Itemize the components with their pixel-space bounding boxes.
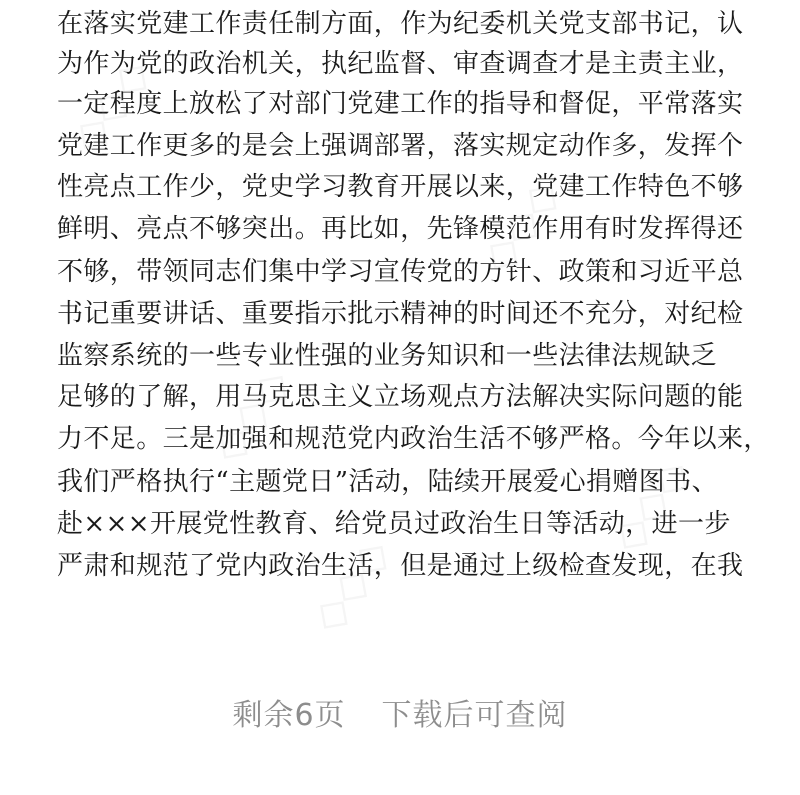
watermark-mark: ◇◇◇	[60, 49, 161, 162]
text-line-8: 书记重要讲话、重要指示批示精神的时间还不充分，对纪检	[57, 299, 744, 329]
text-line-11: 力不足。三是加强和规范党内政治生活不够严格。今年以来，	[57, 424, 770, 454]
download-prompt[interactable]	[0, 690, 800, 734]
text-line-7: 不够，带领同志们集中学习宣传党的方针、政策和习近平总	[57, 257, 744, 287]
text-line-3: 一定程度上放松了对部门党建工作的指导和督促，平常落实	[57, 89, 744, 119]
remaining-pages-label: 剩余6页	[232, 698, 346, 733]
watermark-mark: ◇◇◇	[600, 449, 701, 562]
text-line-5: 性亮点工作少，党史学习教育开展以来，党建工作特色不够	[57, 172, 744, 202]
text-line-2: 为作为党的政治机关，执纪监督、审查调查才是主责主业，	[57, 49, 744, 79]
text-line-6: 鲜明、亮点不够突出。再比如，先锋模范作用有时发挥得还	[57, 214, 744, 244]
watermark-mark: ◇◇◇	[470, 169, 571, 282]
text-line-4: 党建工作更多的是会上强调部署，落实规定动作多，发挥个	[57, 131, 744, 161]
watermark-mark: ◇◇◇	[200, 359, 301, 472]
watermark-mark: ◇◇◇	[300, 529, 401, 642]
download-to-view-label: 下载后可查阅	[381, 698, 568, 733]
text-line-1: 在落实党建工作责任制方面，作为纪委机关党支部书记，认	[57, 9, 744, 39]
text-line-14: 严肃和规范了党内政治生活，但是通过上级检查发现，在我	[57, 551, 744, 581]
text-line-13: 赴×××开展党性教育、给党员过政治生日等活动，进一步	[57, 509, 731, 539]
text-line-9: 监察系统的一些专业性强的业务知识和一些法律法规缺乏	[57, 341, 718, 371]
text-line-12: 我们严格执行“主题党日”活动，陆续开展爱心捐赠图书、	[57, 467, 718, 497]
text-line-10: 足够的了解，用马克思主义立场观点方法解决实际问题的能	[57, 382, 744, 412]
